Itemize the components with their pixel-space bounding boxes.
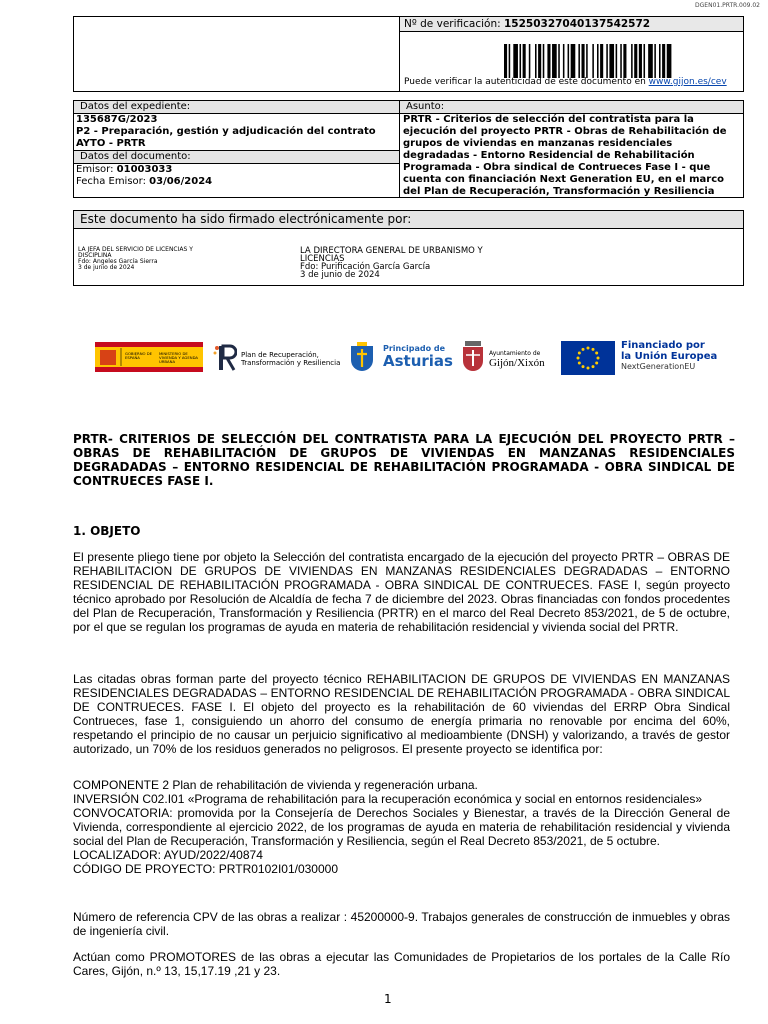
prtr-mark-icon — [213, 344, 237, 372]
verification-note — [404, 77, 727, 87]
inversion-line: INVERSIÓN C02.I01 «Programa de rehabilitación para la recuperación económica y social en entornos residenciales» — [73, 792, 703, 806]
asturias-shield-icon — [349, 342, 375, 374]
paragraph-objeto: El presente pliego tiene por objeto la Selección del contratista encargado de la ejecución del proyecto PRTR – OBRAS DE REHABILITACION DE GRUPOS DE VIVIENDAS EN MANZANAS RESIDENCIALES DEGRADADAS – ENTORNO RESIDENCIAL DE REHABILITACIÓN PROGRAMADA - OBRA SINDICAL DE CONTRUECES. FASE I, según proyecto técnico aprobado por Resolución de Alcaldía de fecha 7 de diciembre del 2023. Obras financiadas con fondos procedentes del Plan de Recuperación, Transformación y Resiliencia (PRTR) en el marco del Real Decreto 853/2021, de 5 de octubre, por el que se regulan los programas de ayuda en materia de rehabilitación residencial y vivienda social del PRTR. — [73, 550, 730, 634]
documento-fecha: Fecha Emisor: 03/06/2024 — [76, 176, 213, 187]
eu-text: Financiado por la Unión Europea NextGenerationEU — [621, 340, 718, 371]
signature-box — [73, 210, 744, 286]
verification-label-row — [400, 17, 743, 32]
verification-number: 15250327040137542572 — [503, 18, 651, 30]
document-title: PRTR- CRITERIOS DE SELECCIÓN DEL CONTRATISTA PARA LA EJECUCIÓN DEL PROYECTO PRTR – OBRAS DE REHABILITACIÓN DE GRUPOS DE VIVIENDAS EN MANZANAS RESIDENCIALES DEGRADADAS – ENTORNO RESIDENCIAL DE REHABILITACIÓN PROGRAMADA - OBRA SINDICAL DE CONTRUECES FASE I. — [73, 432, 735, 488]
project-identification — [73, 778, 730, 876]
page-number: 1 — [384, 992, 392, 1006]
barcode — [504, 44, 718, 78]
verification-link[interactable]: www.gijon.es/cev — [648, 77, 727, 87]
expediente-header: Datos del expediente: — [74, 101, 399, 114]
gijon-text: Ayuntamiento de Gijón/Xixón — [489, 350, 545, 369]
funding-logos — [95, 338, 725, 378]
asunto-column — [400, 101, 743, 197]
expediente-box — [73, 100, 744, 198]
eu-flag-icon — [561, 341, 615, 375]
asturias-text: Principado de Asturias — [383, 344, 453, 370]
eu-logo — [561, 338, 721, 378]
ministerio-text: MINISTERIO DE VIVIENDA Y AGENDA URBANA — [159, 351, 199, 364]
asturias-logo — [349, 338, 455, 378]
expediente-procedure: P2 - Preparación, gestión y adjudicación del contrato — [76, 126, 376, 137]
verification-blank-cell — [74, 17, 400, 91]
paragraph-obras: Las citadas obras forman parte del proyecto técnico REHABILITACION DE GRUPOS DE VIVIENDAS EN MANZANAS RESIDENCIALES DEGRADADAS – ENTORNO RESIDENCIAL DE REHABILITACIÓN PROGRAMADA - OBRA SINDICAL DE CONTRUECES. FASE I. El objeto del proyecto es la rehabilitación de 60 viviendas del ERRP Obra Sindical Contrueces, fase 1, consiguiendo un ahorro del consumo de energía primaria no renovable por encima del 60%, respetando el principio de no causar un perjuicio significativo al medioambiente (DNSH) y valorizando, a través de gestor autorizado, un 70% de los residuos generados no peligrosos. El presente proyecto se identifica por: — [73, 672, 730, 756]
plan-text: Plan de Recuperación, Transformación y Resiliencia — [241, 351, 341, 367]
signer-1: LA JEFA DEL SERVICIO DE LICENCIAS Y DISCIPLINA Fdo: Angeles García Sierra 3 de junio de 2024 — [78, 246, 193, 271]
expediente-area: AYTO - PRTR — [76, 138, 146, 149]
document-code: DGEN01.PRTR.009.02 — [695, 2, 760, 9]
localizador-line: LOCALIZADOR: AYUD/2022/40874 — [73, 848, 263, 862]
gijon-logo — [461, 338, 557, 378]
codigo-proyecto-line: CÓDIGO DE PROYECTO: PRTR0102I01/030000 — [73, 862, 339, 876]
asunto-header: Asunto: — [400, 101, 743, 114]
componente-line: COMPONENTE 2 Plan de rehabilitación de vivienda y regeneración urbana. — [73, 778, 478, 792]
verification-note-text: Puede verificar la autenticidad de este documento en — [404, 77, 649, 87]
signature-header: Este documento ha sido firmado electrónicamente por: — [74, 211, 743, 229]
gobierno-text: GOBIERNO DE ESPAÑA — [125, 351, 153, 360]
documento-header: Datos del documento: — [74, 150, 399, 164]
paragraph-cpv: Número de referencia CPV de las obras a realizar : 45200000-9. Trabajos generales de construcción de inmuebles y obras de ingeniería civil. — [73, 910, 730, 938]
verification-box — [73, 16, 744, 92]
asunto-text: PRTR - Criterios de selección del contratista para la ejecución del proyecto PRTR - Obras de Rehabilitación de grupos de viviendas en manzanas residenciales degradadas - Entorno Residencial de Rehabilitación Programada - Obra sindical de Contrueces Fase I - que cuenta con financiación Next Generation EU, en el marco del Plan de Recuperación, Transformación y Resiliencia — [403, 114, 727, 197]
gijon-shield-icon — [461, 341, 485, 375]
section-heading-objeto: 1. OBJETO — [73, 524, 141, 538]
paragraph-promotores: Actúan como PROMOTORES de las obras a ejecutar las Comunidades de Propietarios de los portales de la Calle Río Cares, Gijón, n.º 13, 15,17.19 ,21 y 23. — [73, 950, 730, 978]
documento-emisor: Emisor: 01003033 — [76, 164, 173, 175]
verification-label: Nº de verificación: — [404, 18, 501, 30]
gobierno-ministerio-logo — [95, 338, 203, 378]
plan-recuperacion-logo — [213, 338, 343, 378]
signer-2: LA DIRECTORA GENERAL DE URBANISMO Y LICENCIAS Fdo: Purificación García García 3 de junio de 2024 — [300, 246, 483, 280]
expediente-column — [74, 101, 400, 197]
convocatoria-line: CONVOCATORIA: promovida por la Consejería de Derechos Sociales y Bienestar, a través de la Dirección General de Vivienda, correspondiente al ejercicio 2022, de los programas de ayuda en materia de rehabilitación residencial y vivienda social del Plan de Recuperación, Transformación y Resiliencia, según el Real Decreto 853/2021, de 5 octubre. — [73, 806, 730, 848]
expediente-number: 135687G/2023 — [76, 114, 158, 125]
